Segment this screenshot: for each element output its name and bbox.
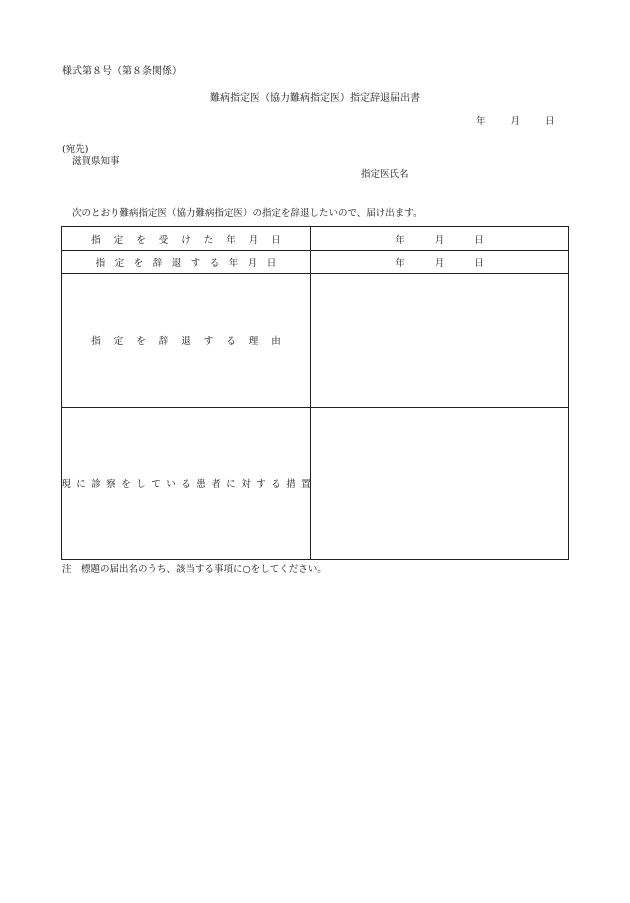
withdrawal-date-label: 指定を辞退する年月日 xyxy=(95,257,286,269)
designation-date-label: 指定を受けた年月日 xyxy=(91,234,294,246)
intro-text: 次のとおり難病指定医（協力難病指定医）の指定を辞退したいので、届け出ます。 xyxy=(72,208,423,219)
withdrawal-date-ymd: 年月日 xyxy=(395,257,514,269)
withdrawal-reason-field[interactable] xyxy=(311,273,568,407)
addressee-label: (宛先) xyxy=(62,144,89,155)
footnote: 注 標題の届出名のうち、該当する事項に○をしてください。 xyxy=(62,564,327,575)
row-label xyxy=(62,250,311,273)
designee-name-label: 指定医氏名 xyxy=(361,169,409,180)
row-label xyxy=(62,273,311,407)
designation-date-ymd: 年月日 xyxy=(395,234,514,246)
table-row-withdrawal-reason xyxy=(62,273,568,408)
row-label xyxy=(61,407,317,559)
form-number: 様式第８号（第８条関係） xyxy=(62,66,182,77)
patient-measures-label: 現に診察をしている患者に対する措置 xyxy=(61,479,317,490)
patient-measures-field[interactable] xyxy=(311,407,568,559)
page-title: 難病指定医（協力難病指定医）指定辞退届出書 xyxy=(210,93,420,104)
table-row-patient-measures xyxy=(62,407,568,559)
submission-date[interactable]: 年月日 xyxy=(476,116,580,127)
designation-date-field[interactable] xyxy=(311,227,568,250)
withdrawal-date-field[interactable] xyxy=(311,250,568,273)
row-label xyxy=(62,227,311,250)
table-row-designation-date xyxy=(62,227,568,251)
withdrawal-reason-label: 指定を辞退する理由 xyxy=(91,336,294,347)
withdrawal-form-table xyxy=(61,226,569,560)
table-row-withdrawal-date xyxy=(62,250,568,274)
recipient-name: 滋賀県知事 xyxy=(72,156,120,167)
